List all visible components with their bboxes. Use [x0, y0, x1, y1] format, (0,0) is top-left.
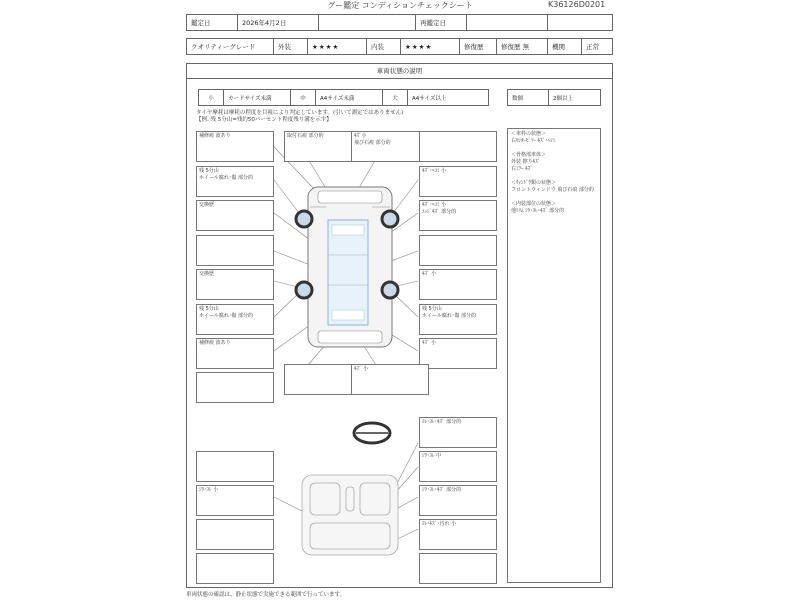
legend-small-desc: カードサイズ未満 — [224, 90, 291, 106]
condition-summary-line: 外装 擦りｷｽﾞ — [511, 159, 541, 165]
damage-box-r3: ｼﾜ･ﾖﾚ･ｷｽﾞ 部分的 — [419, 485, 497, 516]
front-right-wheel — [382, 211, 398, 227]
damage-box-empty — [196, 235, 274, 266]
condition-summary-line — [511, 173, 597, 180]
legend-large-desc: A4サイズ以上 — [408, 90, 489, 106]
legend-count-desc: 2個以上 — [549, 90, 601, 106]
exterior-label: 外装 — [274, 39, 308, 55]
damage-box-empty — [196, 553, 274, 584]
section-title: 車両状態の説明 — [186, 63, 613, 79]
condition-summary-line: 右ｾﾝﾀｰﾋﾟﾗｰ ｷｽﾞ･ﾍｺﾐ — [511, 138, 556, 144]
condition-summary-line: ＜骨格部車体＞ — [511, 152, 547, 158]
quality-grade-label: クオリティーグレード — [187, 39, 274, 55]
damage-box-empty — [419, 235, 497, 266]
legend-count-label: 数個 — [508, 90, 549, 106]
car-body — [308, 187, 392, 347]
condition-summary-line: フロントウィンドウ 飛び石痕 部分的 — [511, 187, 594, 193]
damage-box-l3: 交換歴 — [196, 200, 274, 231]
sheet-title: グー鑑定 コンディションチェックシート — [327, 1, 473, 10]
legend-medium-label: 中 — [291, 90, 316, 106]
damage-box-r7: ｷｽﾞ 小 — [419, 338, 497, 369]
reappraisal-date-label: 再鑑定日 — [416, 15, 467, 31]
damage-box-t2: ｷｽﾞ小 飛び石痕 部分的 — [351, 131, 429, 162]
rear-left-wheel — [296, 282, 312, 298]
condition-summary-panel — [507, 128, 601, 583]
document-id: K36126D0201 — [548, 0, 606, 9]
damage-box-l5: 交換歴 — [196, 269, 274, 300]
interior-stars: ★★★★ — [401, 39, 460, 55]
tire-note: タイヤ摩耗は摩耗の程度を目視により判定しています。(引いて測定ではありません) — [196, 110, 404, 116]
blank-cell — [548, 15, 613, 31]
engine-label: 機関 — [548, 39, 582, 55]
damage-box-r3: ｷｽﾞ･ﾍｺﾐ 小 ｴｯｼﾞｷｽﾞ 部分的 — [419, 200, 497, 231]
repair-history-value: 修復歴 無 — [497, 39, 548, 55]
damage-box-l6: 残 5分山 ホイール腐れ･傷 部分的 — [196, 304, 274, 335]
damage-box-t1: 取付石痕 部分的 — [284, 131, 362, 162]
front-left-wheel — [296, 211, 312, 227]
count-legend — [507, 89, 601, 106]
condition-summary-line: 他ﾄﾘﾑ ｼﾜ･ﾖﾚ･ｷｽﾞ 部分的 — [511, 208, 565, 214]
damage-box-r2: ｷｽﾞ･ﾍｺﾐ 小 — [419, 166, 497, 197]
appraisal-date-label: 鑑定日 — [187, 15, 238, 31]
steering-wheel-icon — [354, 423, 390, 443]
legend-medium-desc: A4サイズ未満 — [316, 90, 383, 106]
appraisal-date-value: 2026年4月2日 — [238, 15, 319, 31]
exterior-stars: ★★★★ — [308, 39, 367, 55]
damage-box-r1: ﾖﾚ･ﾖﾚ･ｷｽﾞ 部分的 — [419, 417, 497, 448]
engine-value: 正常 — [582, 39, 613, 55]
repair-history-label: 修復歴 — [460, 39, 497, 55]
damage-box-l2: 残 5分山 ホイール腐れ･傷 部分的 — [196, 166, 274, 197]
damage-box-r6: 残 5分山 ホイール腐れ･傷 部分的 — [419, 304, 497, 335]
quality-grade-row — [186, 38, 613, 55]
damage-box-empty — [419, 553, 497, 584]
appraisal-date-row — [186, 14, 613, 31]
damage-box-empty — [419, 131, 497, 162]
tire-note-example: 【例. 残 5分山=残約50パーセント程度残り溝を示す】 — [196, 117, 332, 123]
damage-box-empty — [196, 451, 274, 482]
condition-summary-line — [511, 194, 597, 201]
blank-cell — [319, 15, 416, 31]
damage-box-l3: ｼﾜ･ﾖﾚ 小 — [196, 485, 274, 516]
interior-label: 内装 — [367, 39, 401, 55]
condition-summary-line — [511, 145, 597, 152]
footer-note: 車両状態の確認は、静止状態で実施できる範囲で行っています。 — [186, 592, 346, 598]
damage-box-r2: ｼﾜ･ﾖﾚ 中 — [419, 451, 497, 482]
damage-box-r4: ﾖﾚ･ｷｽﾞ･汚れ 小 — [419, 519, 497, 550]
interior-seats — [302, 475, 398, 555]
damage-box-r5: ｷｽﾞ 小 — [419, 269, 497, 300]
damage-box-l1: 補修痕 波あり — [196, 131, 274, 162]
damage-box-b2: ｷｽﾞ 小 — [351, 364, 429, 395]
condition-summary-line: ＜ｳｨﾝﾄﾞｳ類の状態＞ — [511, 180, 557, 186]
condition-summary-line: 右ﾐﾗｰ ｷｽﾞ — [511, 166, 533, 172]
damage-box-empty — [196, 519, 274, 550]
reappraisal-date-value — [467, 15, 548, 31]
damage-box-empty — [196, 372, 274, 403]
legend-large-label: 大 — [383, 90, 408, 106]
legend-small-label: 小 — [199, 90, 224, 106]
damage-box-l7: 補修痕 波あり — [196, 338, 274, 369]
condition-summary-line: ＜内装部位の状態＞ — [511, 201, 557, 207]
size-legend — [198, 89, 489, 106]
condition-summary-line: ＜車枠の状態＞ — [511, 131, 547, 137]
rear-right-wheel — [382, 282, 398, 298]
